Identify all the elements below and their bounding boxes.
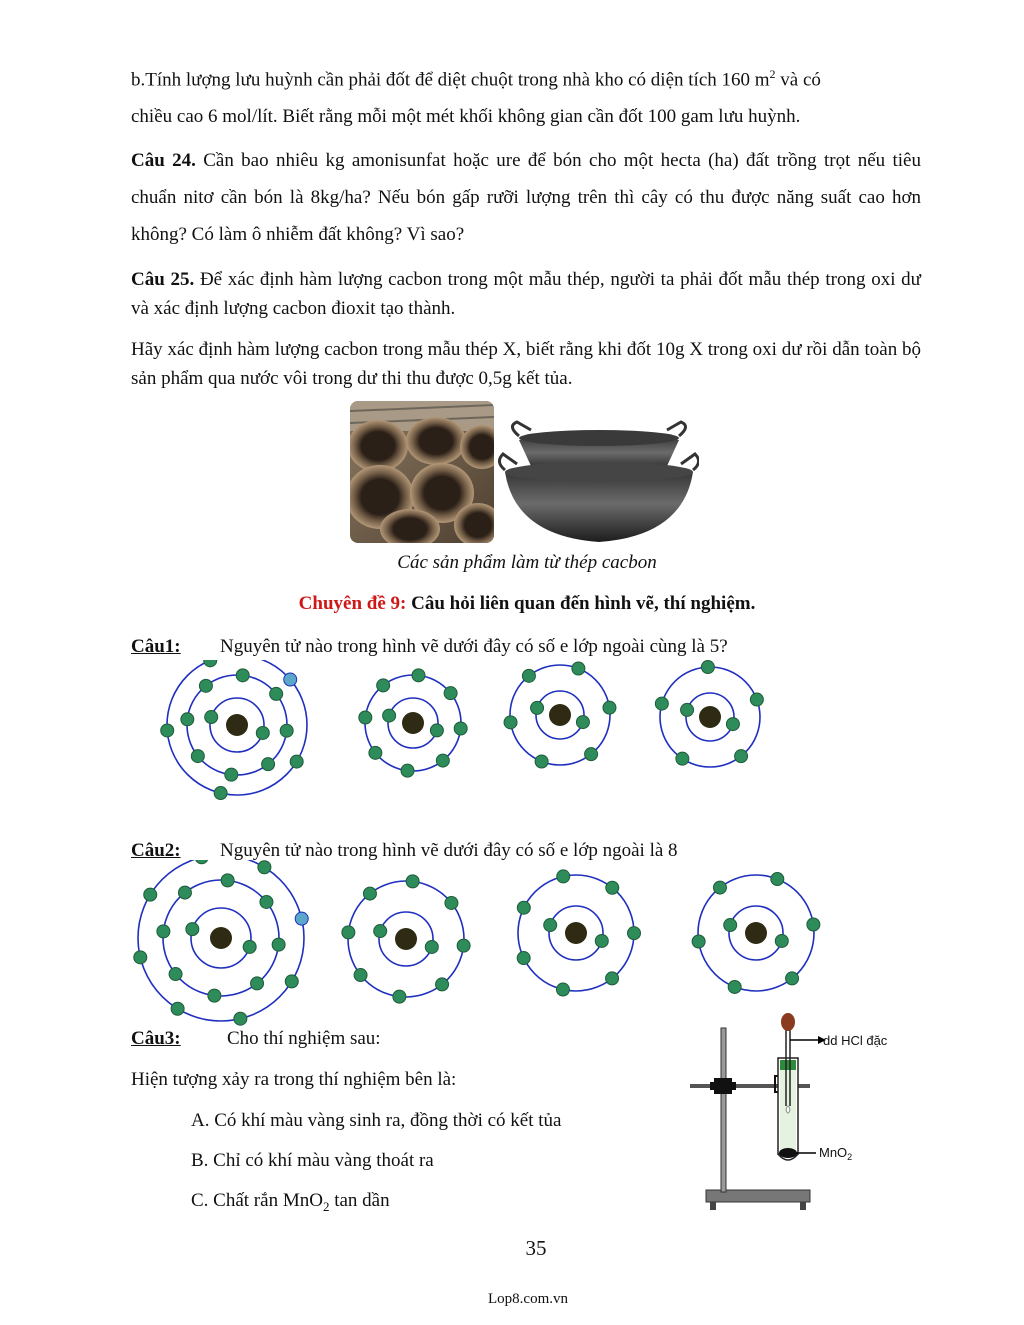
atom-diagram-row-2 [125, 860, 835, 1030]
page-number: 35 [525, 1236, 547, 1260]
electron [771, 873, 784, 886]
atom-2-a [134, 860, 308, 1025]
question-24-label: Câu 24. [131, 150, 196, 171]
electron [205, 711, 218, 724]
question-3-text: Cho thí nghiệm sau: [227, 1028, 381, 1049]
atom-1-c [504, 662, 616, 768]
electron [342, 926, 355, 939]
electron [363, 887, 376, 900]
question-3-label: Câu3: [131, 1028, 181, 1049]
electron [556, 983, 569, 996]
electron [504, 716, 517, 729]
electron [157, 925, 170, 938]
electron [401, 764, 414, 777]
electron [243, 940, 256, 953]
superscript: 2 [769, 67, 776, 81]
electron [204, 660, 217, 667]
question-25-detail [131, 335, 921, 393]
electron [595, 934, 608, 947]
paragraph-b-line1: b.Tính lượng lưu huỳnh cần phải đốt để diệt chuột trong nhà kho có diện tích 160 m [131, 69, 770, 91]
electron [786, 972, 799, 985]
electron [359, 711, 372, 724]
electron [713, 881, 726, 894]
mno2-solid [779, 1148, 797, 1158]
electron [214, 787, 227, 800]
atom-1-d [655, 661, 763, 767]
electron [181, 713, 194, 726]
electron [285, 975, 298, 988]
electron [606, 881, 619, 894]
question-2-text: Nguyên tử nào trong hình vẽ dưới đây có số e lớp ngoài là 8 [220, 840, 678, 861]
electron [295, 912, 308, 925]
electron [354, 969, 367, 982]
electron [191, 750, 204, 763]
electron [260, 895, 273, 908]
question-25 [131, 265, 921, 323]
option-c-subscript: 2 [322, 1198, 330, 1214]
section-title: Câu hỏi liên quan đến hình vẽ, thí nghiệm. [406, 593, 756, 614]
option-a: A. Có khí màu vàng sinh ra, đồng thời có kết tủa [191, 1110, 562, 1131]
electron [807, 918, 820, 931]
electron [262, 758, 275, 771]
electron [186, 923, 199, 936]
footer-text: Lop8.com.vn [488, 1291, 568, 1307]
electron [208, 989, 221, 1002]
electron [412, 669, 425, 682]
electron [383, 709, 396, 722]
electron [750, 693, 763, 706]
electron [161, 724, 174, 737]
electron [444, 687, 457, 700]
electron [374, 925, 387, 938]
question-24-text: Cần bao nhiêu kg amonisunfat hoặc ure để bón cho một hecta (ha) đất trồng trọt nếu tiêu chuẩn nitơ cần bón là 8kg/ha? Nếu bón gấp rưỡi lượng trên thì cây có thu được năng suất cao hơn không? Có làm ô nhiễm đất không? Vì sao? [131, 150, 921, 245]
electron [576, 716, 589, 729]
atom-1-a [161, 660, 307, 800]
electron [557, 870, 570, 883]
electron [221, 874, 234, 887]
nucleus [745, 922, 767, 944]
option-c-text: C. Chất rắn MnO [191, 1190, 323, 1211]
electron [535, 755, 548, 768]
electron [701, 661, 714, 674]
electron [627, 927, 640, 940]
electron [603, 701, 616, 714]
electron [726, 718, 739, 731]
electron [728, 980, 741, 993]
question-1-text: Nguyên tử nào trong hình vẽ dưới đây có số e lớp ngoài cùng là 5? [220, 636, 728, 657]
steel-woks-photo [497, 418, 699, 548]
paragraph-b-line2: chiều cao 6 mol/lít. Biết rằng mỗi một mét khối không gian cần đốt 100 gam lưu huỳnh. [131, 106, 801, 128]
electron [256, 726, 269, 739]
question-25-text: Để xác định hàm lượng cacbon trong một mẫu thép, người ta phải đốt mẫu thép trong oxi dư và xác định lượng cacbon đioxit tạo thành. [131, 269, 921, 319]
mno2-label: MnO$_2$ [819, 1145, 853, 1162]
section-prefix: Chuyên đề 9: [298, 593, 407, 614]
electron [377, 679, 390, 692]
electron [522, 669, 535, 682]
stand-rod [721, 1028, 726, 1192]
question-2-label: Câu2: [131, 840, 181, 861]
electron [406, 875, 419, 888]
electron [775, 934, 788, 947]
electron [369, 746, 382, 759]
electron [284, 673, 297, 686]
electron [425, 940, 438, 953]
electron [234, 1012, 247, 1025]
nucleus [402, 712, 424, 734]
electron [144, 888, 157, 901]
atom-1-b [359, 669, 467, 777]
question-25-label: Câu 25. [131, 269, 195, 290]
question-24 [131, 142, 921, 253]
electron [454, 722, 467, 735]
option-c-text-end: tan dần [329, 1190, 390, 1211]
atom-diagram-row-1 [150, 660, 790, 805]
electron [225, 768, 238, 781]
electron [270, 687, 283, 700]
electron [457, 939, 470, 952]
electron [258, 861, 271, 874]
electron [445, 896, 458, 909]
electron [517, 901, 530, 914]
electron [676, 752, 689, 765]
electron [430, 724, 443, 737]
electron [169, 968, 182, 981]
electron [735, 750, 748, 763]
section-heading [0, 593, 1024, 615]
electron [436, 978, 449, 991]
electron [236, 669, 249, 682]
nucleus [395, 928, 417, 950]
electron [393, 990, 406, 1003]
electron [544, 919, 557, 932]
electron [517, 952, 530, 965]
electron [531, 701, 544, 714]
nucleus [210, 927, 232, 949]
electron [199, 679, 212, 692]
atom-2-b [342, 875, 470, 1003]
electron [606, 972, 619, 985]
electron [655, 697, 668, 710]
electron [681, 703, 694, 716]
electron [290, 755, 303, 768]
question-25-detail-text: Hãy xác định hàm lượng cacbon trong mẫu thép X, biết rằng khi đốt 10g X trong oxi dư rồi dẫn toàn bộ sản phẩm qua nước vôi trong dư thi thu được 0,5g kết tủa. [131, 339, 921, 389]
option-b: B. Chỉ có khí màu vàng thoát ra [191, 1150, 434, 1171]
nucleus [226, 714, 248, 736]
paragraph-b [131, 56, 921, 135]
steel-pipes-photo [350, 401, 494, 543]
nucleus [549, 704, 571, 726]
option-c [191, 1190, 390, 1215]
nucleus [699, 706, 721, 728]
hcl-label: dd HCl đặc [823, 1033, 888, 1048]
electron [585, 748, 598, 761]
electron [724, 919, 737, 932]
figure-caption: Các sản phẩm làm từ thép cacbon [397, 552, 657, 573]
electron [280, 724, 293, 737]
question-3-prompt: Hiện tượng xảy ra trong thí nghiệm bên là: [131, 1069, 457, 1090]
electron [171, 1002, 184, 1015]
experiment-apparatus [688, 1010, 918, 1215]
electron [572, 662, 585, 675]
electron [436, 754, 449, 767]
atom-2-d [692, 873, 820, 994]
paragraph-b-line1-end: và có [775, 69, 821, 91]
dropper-bulb [781, 1013, 795, 1031]
nucleus [565, 922, 587, 944]
electron [195, 860, 208, 864]
atom-2-c [517, 870, 640, 996]
question-1-label: Câu1: [131, 636, 181, 657]
electron [272, 938, 285, 951]
electron [134, 951, 147, 964]
electron [251, 977, 264, 990]
electron [178, 886, 191, 899]
electron [692, 935, 705, 948]
